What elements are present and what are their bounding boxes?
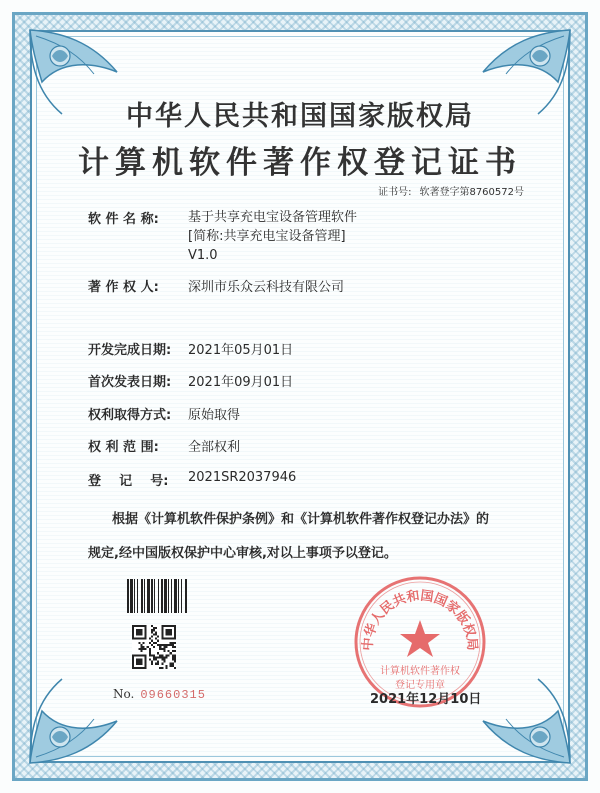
issue-date: 2021年12月10日 <box>370 692 482 707</box>
owner-value: 深圳市乐众云科技有限公司 <box>188 280 345 295</box>
statement-line-1: 根据《计算机软件保护条例》和《计算机软件著作权登记办法》的 <box>112 512 490 527</box>
field-rights-scope <box>88 436 240 455</box>
certificate-number-value: 软著登字第8760572号 <box>419 187 524 198</box>
barcode-bar <box>187 579 188 613</box>
certification-statement <box>88 503 528 571</box>
registration-number-value: 2021SR2037946 <box>188 470 297 485</box>
rights-scope-label: 权 利 范 围: <box>88 440 159 455</box>
owner-label: 著 作 权 人: <box>88 280 159 295</box>
pub-date-value: 2021年09月01日 <box>188 375 294 390</box>
software-name-line: 基于共享充电宝设备管理软件 <box>188 210 358 225</box>
qr-code <box>132 625 176 669</box>
pub-date-label: 首次发表日期: <box>88 375 172 390</box>
barcode <box>127 579 215 613</box>
software-name-value <box>188 208 357 265</box>
acquisition-method-label: 权利取得方式: <box>88 408 172 423</box>
seal-star-icon <box>400 620 440 657</box>
statement-line-2: 规定,经中国版权保护中心审核,对以上事项予以登记。 <box>88 546 397 561</box>
rights-scope-value: 全部权利 <box>188 440 241 455</box>
field-software-name <box>88 208 357 265</box>
seal-center-line-1: 计算机软件著作权 <box>380 666 460 677</box>
field-acquisition-method <box>88 404 240 423</box>
field-registration-number <box>88 470 296 489</box>
dev-date-value: 2021年05月01日 <box>188 343 294 358</box>
software-name-line: V1.0 <box>188 248 218 263</box>
field-owner <box>88 276 344 295</box>
acquisition-method-value: 原始取得 <box>188 408 241 423</box>
serial-number-label: No. <box>113 687 135 701</box>
certificate-title: 计算机软件著作权登记证书 <box>78 145 522 181</box>
corner-ornament-bottom-left <box>22 671 142 771</box>
software-name-line: [简称:共享充电宝设备管理] <box>188 229 346 244</box>
registration-number-label: 登 记 号: <box>88 474 169 489</box>
issuer-title: 中华人民共和国国家版权局 <box>126 101 474 132</box>
field-dev-date <box>88 339 293 358</box>
software-name-label: 软 件 名 称: <box>88 212 159 227</box>
dev-date-label: 开发完成日期: <box>88 343 172 358</box>
certificate-number-label: 证书号: <box>378 187 412 198</box>
field-pub-date <box>88 371 293 390</box>
seal-center-line-2: 登记专用章 <box>395 680 445 691</box>
certificate-number <box>378 183 524 198</box>
serial-number-value: 09660315 <box>140 688 206 702</box>
seal-ring-text: 中华人民共和国国家版权局 <box>360 588 480 652</box>
serial-number <box>113 687 206 702</box>
